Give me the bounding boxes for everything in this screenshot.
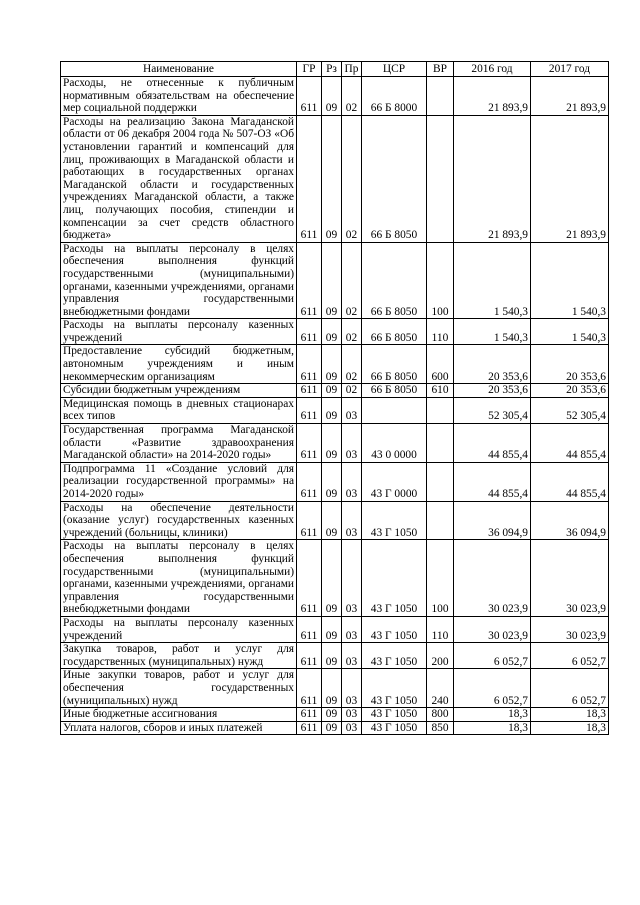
header-2016: 2016 год — [454, 62, 531, 77]
cell-rz: 09 — [322, 643, 342, 669]
cell-name: Иные закупки товаров, работ и услуг для обеспечения государственных (муниципальных) нужд — [61, 669, 297, 708]
cell-name: Расходы на выплаты персоналу в целях обеспечения выполнения функций государственными (муниципальными) органами, казенными учреждениями, органами управления государственными внебюджетными фондами — [61, 540, 297, 617]
table-row — [61, 501, 609, 540]
cell-vr — [427, 501, 454, 540]
cell-csr: 66 Б 8050 — [362, 384, 427, 398]
cell-vr — [427, 462, 454, 501]
table-row — [61, 115, 609, 242]
cell-gr: 611 — [297, 242, 322, 319]
cell-rz: 09 — [322, 424, 342, 463]
cell-csr: 43 Г 1050 — [362, 721, 427, 735]
table-row — [61, 77, 609, 116]
cell-name: Расходы на реализацию Закона Магаданской области от 06 декабря 2004 года № 507-ОЗ «Об установлении гарантий и компенсаций для лиц, проживающих в Магаданской области и работающих в государственных органах Магаданской области и государственных учреждениях Магаданской области, а также лиц, получающих пособия, стипендии и компенсации за счет средств областного бюджета» — [61, 115, 297, 242]
cell-2017: 20 353,6 — [531, 345, 609, 384]
cell-vr: 200 — [427, 643, 454, 669]
cell-rz: 09 — [322, 242, 342, 319]
cell-2016: 18,3 — [454, 721, 531, 735]
cell-gr: 611 — [297, 708, 322, 722]
cell-name: Уплата налогов, сборов и иных платежей — [61, 721, 297, 735]
cell-rz: 09 — [322, 669, 342, 708]
cell-2017: 21 893,9 — [531, 115, 609, 242]
cell-pr: 03 — [342, 721, 362, 735]
cell-gr: 611 — [297, 669, 322, 708]
cell-gr: 611 — [297, 384, 322, 398]
cell-name: Закупка товаров, работ и услуг для государственных (муниципальных) нужд — [61, 643, 297, 669]
cell-gr: 611 — [297, 501, 322, 540]
cell-2016: 30 023,9 — [454, 540, 531, 617]
table-row — [61, 721, 609, 735]
cell-2016: 18,3 — [454, 708, 531, 722]
cell-rz: 09 — [322, 616, 342, 642]
cell-csr: 43 Г 1050 — [362, 669, 427, 708]
cell-2016: 1 540,3 — [454, 242, 531, 319]
cell-csr: 43 0 0000 — [362, 424, 427, 463]
cell-2016: 6 052,7 — [454, 669, 531, 708]
cell-name: Расходы, не отнесенные к публичным нормативным обязательствам на обеспечение мер социальной поддержки — [61, 77, 297, 116]
cell-name: Предоставление субсидий бюджетным, автономным учреждениям и иным некоммерческим организациям — [61, 345, 297, 384]
header-gr: ГР — [297, 62, 322, 77]
cell-csr: 43 Г 0000 — [362, 462, 427, 501]
cell-gr: 611 — [297, 424, 322, 463]
cell-name: Субсидии бюджетным учреждениям — [61, 384, 297, 398]
cell-vr — [427, 115, 454, 242]
cell-rz: 09 — [322, 115, 342, 242]
cell-rz: 09 — [322, 501, 342, 540]
cell-2016: 20 353,6 — [454, 345, 531, 384]
cell-2017: 1 540,3 — [531, 242, 609, 319]
header-rz: Рз — [322, 62, 342, 77]
cell-2017: 1 540,3 — [531, 319, 609, 345]
table-row — [61, 319, 609, 345]
header-pr: Пр — [342, 62, 362, 77]
cell-vr: 240 — [427, 669, 454, 708]
cell-vr: 850 — [427, 721, 454, 735]
cell-csr — [362, 397, 427, 423]
cell-2017: 21 893,9 — [531, 77, 609, 116]
header-name: Наименование — [61, 62, 297, 77]
cell-name: Подпрограмма 11 «Создание условий для реализации государственной программы» на 2014-2020 годы» — [61, 462, 297, 501]
cell-2016: 44 855,4 — [454, 462, 531, 501]
cell-name: Государственная программа Магаданской области «Развитие здравоохранения Магаданской области» на 2014-2020 годы» — [61, 424, 297, 463]
cell-2016: 21 893,9 — [454, 77, 531, 116]
cell-csr: 66 Б 8050 — [362, 319, 427, 345]
budget-table — [60, 61, 609, 735]
cell-name: Расходы на обеспечение деятельности (оказание услуг) государственных казенных учреждений (больницы, клиники) — [61, 501, 297, 540]
table-row — [61, 242, 609, 319]
table-row — [61, 540, 609, 617]
cell-pr: 03 — [342, 708, 362, 722]
cell-rz: 09 — [322, 397, 342, 423]
cell-2016: 44 855,4 — [454, 424, 531, 463]
table-row — [61, 345, 609, 384]
cell-pr: 03 — [342, 397, 362, 423]
cell-2016: 6 052,7 — [454, 643, 531, 669]
cell-gr: 611 — [297, 721, 322, 735]
cell-pr: 02 — [342, 77, 362, 116]
cell-2017: 44 855,4 — [531, 462, 609, 501]
table-row — [61, 397, 609, 423]
cell-vr: 610 — [427, 384, 454, 398]
cell-csr: 66 Б 8050 — [362, 242, 427, 319]
cell-csr: 43 Г 1050 — [362, 616, 427, 642]
cell-pr: 02 — [342, 242, 362, 319]
cell-2017: 6 052,7 — [531, 669, 609, 708]
cell-vr — [427, 424, 454, 463]
cell-rz: 09 — [322, 77, 342, 116]
cell-2017: 18,3 — [531, 708, 609, 722]
cell-rz: 09 — [322, 462, 342, 501]
cell-2017: 18,3 — [531, 721, 609, 735]
cell-vr: 600 — [427, 345, 454, 384]
table-row — [61, 384, 609, 398]
cell-rz: 09 — [322, 540, 342, 617]
cell-vr: 100 — [427, 540, 454, 617]
cell-vr: 800 — [427, 708, 454, 722]
cell-gr: 611 — [297, 345, 322, 384]
cell-rz: 09 — [322, 319, 342, 345]
cell-pr: 02 — [342, 115, 362, 242]
cell-gr: 611 — [297, 115, 322, 242]
table-row — [61, 708, 609, 722]
header-csr: ЦСР — [362, 62, 427, 77]
cell-2016: 20 353,6 — [454, 384, 531, 398]
cell-2017: 30 023,9 — [531, 616, 609, 642]
cell-name: Расходы на выплаты персоналу казенных учреждений — [61, 319, 297, 345]
cell-pr: 02 — [342, 345, 362, 384]
cell-gr: 611 — [297, 643, 322, 669]
cell-vr — [427, 77, 454, 116]
table-row — [61, 424, 609, 463]
cell-2017: 36 094,9 — [531, 501, 609, 540]
cell-gr: 611 — [297, 77, 322, 116]
cell-pr: 02 — [342, 319, 362, 345]
cell-2017: 20 353,6 — [531, 384, 609, 398]
cell-vr: 100 — [427, 242, 454, 319]
cell-name: Иные бюджетные ассигнования — [61, 708, 297, 722]
table-header-row — [61, 62, 609, 77]
cell-rz: 09 — [322, 384, 342, 398]
cell-2017: 44 855,4 — [531, 424, 609, 463]
cell-pr: 03 — [342, 616, 362, 642]
table-row — [61, 643, 609, 669]
cell-csr: 66 Б 8000 — [362, 77, 427, 116]
cell-pr: 03 — [342, 462, 362, 501]
cell-pr: 03 — [342, 643, 362, 669]
cell-rz: 09 — [322, 345, 342, 384]
cell-rz: 09 — [322, 721, 342, 735]
cell-vr — [427, 397, 454, 423]
cell-csr: 66 Б 8050 — [362, 345, 427, 384]
cell-2016: 1 540,3 — [454, 319, 531, 345]
cell-vr: 110 — [427, 616, 454, 642]
cell-gr: 611 — [297, 397, 322, 423]
cell-rz: 09 — [322, 708, 342, 722]
cell-gr: 611 — [297, 319, 322, 345]
cell-csr: 66 Б 8050 — [362, 115, 427, 242]
cell-pr: 03 — [342, 424, 362, 463]
cell-2016: 21 893,9 — [454, 115, 531, 242]
table-row — [61, 462, 609, 501]
cell-pr: 03 — [342, 501, 362, 540]
cell-2016: 30 023,9 — [454, 616, 531, 642]
header-2017: 2017 год — [531, 62, 609, 77]
cell-csr: 43 Г 1050 — [362, 501, 427, 540]
header-vr: ВР — [427, 62, 454, 77]
cell-gr: 611 — [297, 462, 322, 501]
cell-csr: 43 Г 1050 — [362, 643, 427, 669]
table-row — [61, 669, 609, 708]
cell-2016: 52 305,4 — [454, 397, 531, 423]
cell-gr: 611 — [297, 616, 322, 642]
cell-csr: 43 Г 1050 — [362, 708, 427, 722]
cell-name: Расходы на выплаты персоналу казенных учреждений — [61, 616, 297, 642]
table-row — [61, 616, 609, 642]
cell-pr: 03 — [342, 669, 362, 708]
cell-csr: 43 Г 1050 — [362, 540, 427, 617]
cell-pr: 02 — [342, 384, 362, 398]
cell-2017: 52 305,4 — [531, 397, 609, 423]
cell-vr: 110 — [427, 319, 454, 345]
cell-2016: 36 094,9 — [454, 501, 531, 540]
cell-gr: 611 — [297, 540, 322, 617]
cell-pr: 03 — [342, 540, 362, 617]
cell-name: Медицинская помощь в дневных стационарах всех типов — [61, 397, 297, 423]
cell-2017: 30 023,9 — [531, 540, 609, 617]
cell-2017: 6 052,7 — [531, 643, 609, 669]
cell-name: Расходы на выплаты персоналу в целях обеспечения выполнения функций государственными (муниципальными) органами, казенными учреждениями, органами управления государственными внебюджетными фондами — [61, 242, 297, 319]
